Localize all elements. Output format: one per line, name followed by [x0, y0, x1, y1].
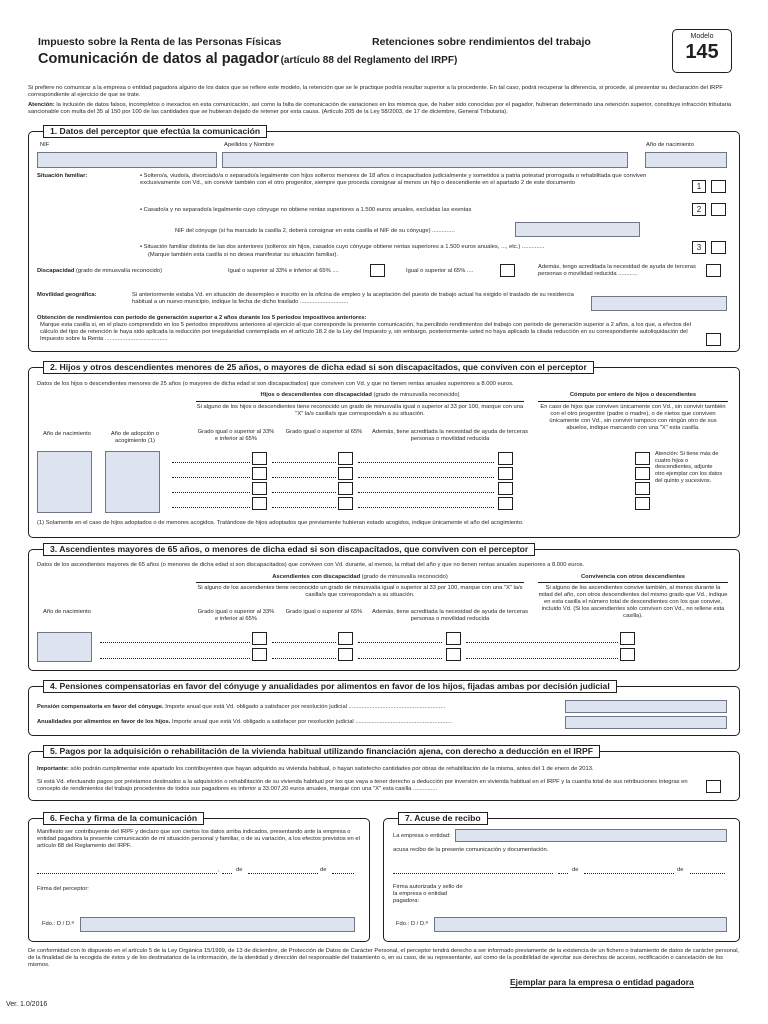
section-6-title: 6. Fecha y firma de la comunicación	[43, 812, 204, 825]
section-5-title: 5. Pagos por la adquisición o rehabilitación de la vivienda habitual utilizando financiación ajena, con derecho a deducción en el IRPF	[43, 745, 600, 758]
s2-row-3-cb-ayuda[interactable]	[498, 482, 513, 495]
anio-label: Año de nacimiento	[646, 142, 695, 148]
s2-row-3-dots-a	[172, 492, 250, 493]
s2-row-3-dots-c	[358, 492, 494, 493]
s3-col-anio: Año de nacimiento	[42, 609, 92, 615]
s3-divider-left	[196, 582, 524, 583]
s6-fdo-label: Fdo.: D / D.ª	[42, 921, 74, 927]
checkbox-vivienda[interactable]	[706, 780, 721, 793]
anualidades-field[interactable]	[565, 716, 727, 729]
s7-place-line	[393, 873, 553, 874]
s6-text: Manifiesto ser contribuyente del IRPF y declaro que son ciertos los datos arriba indicados, presentando ante la empresa o entidad pagadora la presente comunicación de mi situación personal y familiar, o de su variación, a los efectos previstos en el artículo 88 del Reglamento del IRPF.	[37, 829, 360, 849]
s2-row-1-dots-b	[272, 462, 336, 463]
s2-footnote: (1) Solamente en el caso de hijos adoptados o de menores acogidos. Tratándose de hijos adoptados que previamente hubieran estado acogidos, indique únicamente el año del acogimiento.	[37, 520, 524, 526]
situacion-label: Situación familiar:	[37, 173, 88, 179]
s2-disc-header	[196, 392, 524, 399]
s2-row-2-cb-computo[interactable]	[635, 467, 650, 480]
s2-atencion: Atención: Si tiene más de cuatro hijos o descendientes, adjunte otro ejemplar con los datos del quinto y sucesivos.	[655, 451, 723, 484]
option-2-text: • Casado/a y no separado/a legalmente cuyo cónyuge no obtiene rentas superiores a 1.500 euros anuales, excluidas las exentas	[140, 207, 680, 214]
movilidad-text: Si anteriormente estaba Vd. en situación de desempleo e inscrito en la oficina de empleo y la aceptación del puesto de trabajo actual ha exigido el traslado de su residencia habitual a un nuevo municipio, indique la fecha de dicho traslado ..............................	[132, 292, 574, 305]
section-1-title: 1. Datos del perceptor que efectúa la comunicación	[43, 125, 267, 138]
s2-computo-text: En caso de hijos que conviven únicamente con Vd., sin convivir también con el otro progenitor (padre o madre), o de nietos que conviven únicamente con Vd., sin convivir tampoco con ningún otro de sus abuelos, indique marcando con una "X" esta casilla.	[540, 404, 726, 431]
s2-disc-title: Hijos o descendientes con discapacidad	[260, 392, 372, 398]
s2-row-1-cb-33[interactable]	[252, 452, 267, 465]
s3-divider-right	[538, 582, 728, 583]
s3-row-1-cb-33[interactable]	[252, 632, 267, 645]
birth-year-field[interactable]	[645, 152, 727, 168]
tax-title: Impuesto sobre la Renta de las Personas Físicas	[38, 36, 282, 48]
s3-disc-sub: (grado de minusvalía reconocido)	[360, 574, 448, 580]
anualidades-text: Importe anual que está Vd. obligado a satisfacer por resolución judicial ............................................................	[170, 719, 452, 725]
modelo-label: Modelo	[690, 33, 714, 40]
s3-row-1-dots-b	[272, 642, 336, 643]
section-5	[28, 746, 740, 801]
s2-row-2-dots-b	[272, 477, 336, 478]
s7-de-2: de	[677, 867, 684, 873]
s2-row-2-cb-33[interactable]	[252, 467, 267, 480]
s3-row-2-dots-a	[100, 658, 250, 659]
s6-firma-label: Firma del perceptor:	[37, 886, 89, 892]
obtencion-text: Marque esta casilla si, en el plazo comprendido en los 5 periodos impositivos anteriores al ejercicio al que corresponde la presente comunicación, ha percibido rendimientos del trabajo con periodo de generación superior a 2 años, a los que, a efectos del cálculo del tipo de retención le haya sido aplicada la reducción por irregularidad contemplada en el artículo 18.2 de la Ley del Impuesto y, sin embargo, posteriormente usted no haya aplicado la citada reducción en su correspondiente autoliquidación del Impuesto sobre la Renta .......................................	[40, 322, 691, 342]
s3-row-1-dots-d	[466, 642, 618, 643]
attention-body: la inclusión de datos falsos, incompletos o inexactos en esta comunicación, así como la falta de comunicación de variaciones en los mismos que, de haber sido conocidas por el pagador, hubieran determinado una retención superior, constituye infracción tributaria sancionable con multa del 35 al 150 por 100 de las cantidades que se hubieran dejado de retener por esta causa. (Artículo 205 de la Ley 58/2003, de 17 de diciembre, General Tributaria).	[28, 102, 732, 115]
movilidad-date-field[interactable]	[591, 296, 727, 311]
option-3-text: • Situación familiar distinta de las dos anteriores (solteros sin hijos, casados cuyo cónyuge obtiene rentas superiores a 1.500 euros anuales, ..., etc.) ..............	[140, 244, 680, 251]
footer-legal: De conformidad con lo dispuesto en el artículo 5 de la Ley Orgánica 15/1999, de 13 de diciembre, de Protección de Datos de Carácter Personal, el perceptor tendrá derecho a ser informado previamente de la existencia de un fichero o tratamiento de datos de carácter personal, de la finalidad de la recogida de éstos y de los destinatarios de la información, de la identidad y dirección del responsable del tratamiento o, en su caso, de su representante, así como de la posibilidad de ejercitar sus derechos de acceso, rectificación o cancelación de los mismos.	[28, 948, 740, 968]
anualidades-title: Anualidades por alimentos en favor de los hijos.	[37, 719, 171, 725]
s2-row-4-dots-c	[358, 507, 494, 508]
s2-row-2-cb-65[interactable]	[338, 467, 353, 480]
nif-conyuge-label: NIF del cónyuge (si ha marcado la casilla 2, deberá consignar en esta casilla el NIF de su cónyuge) ..............	[175, 228, 455, 234]
s2-row-1-dots-a	[172, 462, 250, 463]
s3-row-1-cb-conv[interactable]	[620, 632, 635, 645]
footer-ejemplar: Ejemplar para la empresa o entidad pagadora	[510, 977, 694, 987]
subtitle-note: (artículo 88 del Reglamento del IRPF)	[280, 55, 458, 66]
s7-firma-label: Firma autorizada y sello de la empresa o entidad pagadora:	[393, 884, 463, 904]
s6-comma: ,	[218, 867, 220, 873]
s2-row-3-cb-33[interactable]	[252, 482, 267, 495]
s7-empresa-field[interactable]	[455, 829, 727, 842]
s3-row-2-cb-conv[interactable]	[620, 648, 635, 661]
s3-disc-title: Ascendientes con discapacidad	[272, 574, 361, 580]
s2-anio-field[interactable]	[37, 451, 92, 513]
s2-row-2-cb-ayuda[interactable]	[498, 467, 513, 480]
s2-row-2-dots-c	[358, 477, 494, 478]
s2-row-2-dots-a	[172, 477, 250, 478]
s5-important	[37, 766, 727, 773]
s2-divider-left	[196, 401, 524, 402]
s6-de-2: de	[320, 867, 327, 873]
s3-conv-title: Convivencia con otros descendientes	[580, 574, 686, 580]
s2-disc-sub: (grado de minusvalía reconocido)	[371, 392, 460, 398]
modelo-box	[672, 29, 732, 73]
s3-row-2-dots-d	[466, 658, 618, 659]
attention-text	[28, 102, 743, 116]
section-7-title: 7. Acuse de recibo	[398, 812, 488, 825]
discapacidad-label	[37, 268, 162, 275]
modelo-number: 145	[685, 41, 719, 64]
disc-33-label: Igual o superior al 33% e inferior al 65% ....	[228, 268, 339, 274]
checkbox-situacion-3[interactable]	[711, 241, 726, 254]
s3-row-2-dots-c	[358, 658, 442, 659]
s3-col-ayuda: Además, tiene acreditada la necesidad de ayuda de terceras personas o movilidad reducida	[372, 609, 528, 622]
s5-important-text: sólo podrán cumplimentar este apartado los contribuyentes que hayan adquirido su vivienda habitual, o hayan satisfecho cantidades por obras de rehabilitación de la misma, antes del 1 de enero de 2013.	[68, 766, 594, 772]
checkbox-disc-65[interactable]	[500, 264, 515, 277]
s6-day-line	[222, 873, 232, 874]
s7-acusa: acusa recibo de la presente comunicación y documentación.	[393, 847, 549, 853]
apellidos-label: Apellidos y Nombre	[224, 142, 275, 148]
s2-divider-right	[538, 401, 728, 402]
checkbox-situacion-1[interactable]	[711, 180, 726, 193]
s3-row-2-cb-ayuda[interactable]	[446, 648, 461, 661]
s3-row-1-dots-a	[100, 642, 250, 643]
pension-text: Importe anual que está Vd. obligado a satisfacer por resolución judicial ............................................................	[163, 704, 446, 710]
s2-intro: Datos de los hijos o descendientes menores de 25 años (o mayores de dicha edad si son discapacitados) que conviven con Vd. y que no tienen rentas anuales superiores a 8.000 euros.	[37, 381, 514, 387]
s2-row-4-cb-33[interactable]	[252, 497, 267, 510]
s7-month-line	[584, 873, 674, 874]
apellidos-field[interactable]	[222, 152, 628, 168]
s5-important-label: Importante:	[37, 766, 69, 772]
s3-row-2-cb-65[interactable]	[338, 648, 353, 661]
s6-de-1: de	[236, 867, 243, 873]
checkbox-2-label: 2	[692, 203, 706, 216]
s2-row-4-cb-computo[interactable]	[635, 497, 650, 510]
s2-row-1-dots-c	[358, 462, 494, 463]
s3-row-1-cb-ayuda[interactable]	[446, 632, 461, 645]
s3-col-33: Grado igual o superior al 33% e inferior al 65%	[197, 609, 275, 622]
s3-intro: Datos de los ascendientes mayores de 65 años (o menores de dicha edad si son discapacitados) que conviven con Vd. durante, al menos, la mitad del año y que no tienen rentas anuales superiores a 8.000 euros.	[37, 562, 585, 568]
page-title	[38, 51, 457, 68]
intro-text: Si prefiere no comunicar a la empresa o entidad pagadora alguno de los datos que se refiere este modelo, la retención que se le practique podría resultar superior a la procedente. En tal caso, podrá recuperar la diferencia, si procede, al presentar su declaración del IRPF correspondiente al ejercicio de que se trate.	[28, 85, 723, 98]
option-1-text: • Soltero/a, viudo/a, divorciado/a o separado/a legalmente con hijos solteros menores de 18 años o incapacitados judicialmente y sometidos a patria potestad prorrogada o rehabilitada que conviven exclusivamente con Vd., sin convivir también con el otro progenitor, siempre que proceda consignar al menos un hijo o descendiente en el apartado 2 de este documento	[140, 173, 680, 187]
s2-row-4-cb-ayuda[interactable]	[498, 497, 513, 510]
s2-col-anio: Año de nacimiento	[42, 431, 92, 437]
section-4-title: 4. Pensiones compensatorias en favor del cónyuge y anualidades por alimentos en favor de los hijos, fijadas ambas por decisión judicial	[43, 680, 617, 693]
s2-adop-field[interactable]	[105, 451, 160, 513]
s6-month-line	[248, 873, 318, 874]
s3-row-2-dots-b	[272, 658, 336, 659]
s2-computo-title: Cómputo por entero de hijos o descendientes	[569, 392, 697, 398]
checkbox-disc-ayuda[interactable]	[706, 264, 721, 277]
s2-row-1-cb-65[interactable]	[338, 452, 353, 465]
s7-day-line	[558, 873, 568, 874]
anualidades-label	[37, 719, 452, 726]
nif-label: NIF	[40, 142, 50, 148]
footer-version: Ver. 1.0/2016	[6, 1001, 48, 1008]
pension-label	[37, 704, 445, 711]
s3-conv-text: Si alguno de los ascendientes convive también, al menos durante la mitad del año, con otros descendientes del mismo grado que Vd., indique en esta casilla el número total de descendientes con los que convive, incluido Vd. (Si los ascendientes sólo conviven con Vd., no rellene esta casilla).	[538, 585, 728, 619]
s3-row-1-cb-65[interactable]	[338, 632, 353, 645]
retenciones-title: Retenciones sobre rendimientos del trabajo	[372, 36, 591, 48]
nif-conyuge-field[interactable]	[515, 222, 640, 237]
s6-year-line	[332, 873, 354, 874]
s2-row-3-cb-65[interactable]	[338, 482, 353, 495]
checkbox-obtencion[interactable]	[706, 333, 721, 346]
pension-title: Pensión compensatoria en favor del cónyuge.	[37, 704, 164, 710]
disc-65-label: Igual o superior al 65% ....	[406, 268, 474, 274]
discapacidad-title: Discapacidad	[37, 268, 75, 274]
s2-col-ayuda: Además, tiene acreditada la necesidad de ayuda de terceras personas o movilidad reducida	[372, 429, 528, 442]
s2-disc-text: Si alguno de los hijos o descendientes tiene reconocido un grado de minusvalía igual o superior al 33 por 100, marque con una "X" la/s casilla/s que corresponda/n a su situación.	[196, 404, 524, 417]
s7-year-line	[690, 873, 725, 874]
s3-disc-text: Si alguno de los ascendientes tiene reconocido un grado de minusvalía igual o superior al 33 por 100, marque con una "X" la/s casilla/s que corresponda/n a su situación.	[197, 585, 523, 598]
movilidad-label: Movilidad geográfica:	[37, 292, 97, 298]
s6-place-line	[37, 873, 217, 874]
checkbox-disc-33[interactable]	[370, 264, 385, 277]
nif-field[interactable]	[37, 152, 217, 168]
discapacidad-grado: (grado de minusvalía reconocido)	[74, 268, 163, 274]
s2-row-1-cb-computo[interactable]	[635, 452, 650, 465]
obtencion-title: Obtención de rendimientos con periodo de generación superior a 2 años durante los 5 periodos impositivos anteriores:	[37, 315, 367, 321]
checkbox-1-label: 1	[692, 180, 706, 193]
s2-col-adop: Año de adopción o acogimiento (1)	[110, 431, 160, 444]
s2-row-3-dots-b	[272, 492, 336, 493]
s3-col-65: Grado igual o superior al 65%	[285, 609, 363, 615]
s2-col-65: Grado igual o superior al 65%	[285, 429, 363, 435]
s6-fdo-field[interactable]	[80, 917, 355, 932]
s3-anio-field[interactable]	[37, 632, 92, 662]
subtitle: Comunicación de datos al pagador	[38, 51, 279, 67]
disc-ayuda-label: Además, tengo acreditada la necesidad de ayuda de terceras personas o movilidad reducida ............	[538, 264, 696, 277]
attention-label: Atención:	[28, 102, 55, 108]
s2-row-4-cb-65[interactable]	[338, 497, 353, 510]
s2-row-4-dots-b	[272, 507, 336, 508]
s2-col-33: Grado igual o superior al 33% e inferior al 65%	[197, 429, 275, 442]
option-3-note: (Marque también esta casilla si no desea manifestar su situación familiar).	[148, 252, 339, 258]
section-2-title: 2. Hijos y otros descendientes menores de 25 años, o mayores de dicha edad si son discapacitados, que conviven con el perceptor	[43, 361, 594, 374]
s5-text: Si está Vd. efectuando pagos por préstamos destinados a la adquisición o rehabilitación de su vivienda habitual por los que vaya a tener derecho a deducción por inversión en vivienda habitual en el IRPF y la cuantía total de sus retribuciones íntegras en concepto de rendimientos del trabajo procedentes de todos sus pagadores es inferior a 33.007,20 euros anuales, marque con una "X" esta casilla ...............	[37, 779, 688, 792]
section-3-title: 3. Ascendientes mayores de 65 años, o menores de dicha edad si son discapacitados, que conviven con el perceptor	[43, 543, 535, 556]
pension-field[interactable]	[565, 700, 727, 713]
checkbox-situacion-2[interactable]	[711, 203, 726, 216]
s7-de-1: de	[572, 867, 579, 873]
s3-row-2-cb-33[interactable]	[252, 648, 267, 661]
checkbox-3-label: 3	[692, 241, 706, 254]
s2-row-4-dots-a	[172, 507, 250, 508]
s2-row-3-cb-computo[interactable]	[635, 482, 650, 495]
s7-fdo-field[interactable]	[434, 917, 727, 932]
s7-fdo-label: Fdo.: D / D.ª	[396, 921, 428, 927]
s2-row-1-cb-ayuda[interactable]	[498, 452, 513, 465]
s7-empresa-label: La empresa o entidad:	[393, 833, 451, 839]
s3-row-1-dots-c	[358, 642, 442, 643]
s3-disc-header	[196, 574, 524, 581]
